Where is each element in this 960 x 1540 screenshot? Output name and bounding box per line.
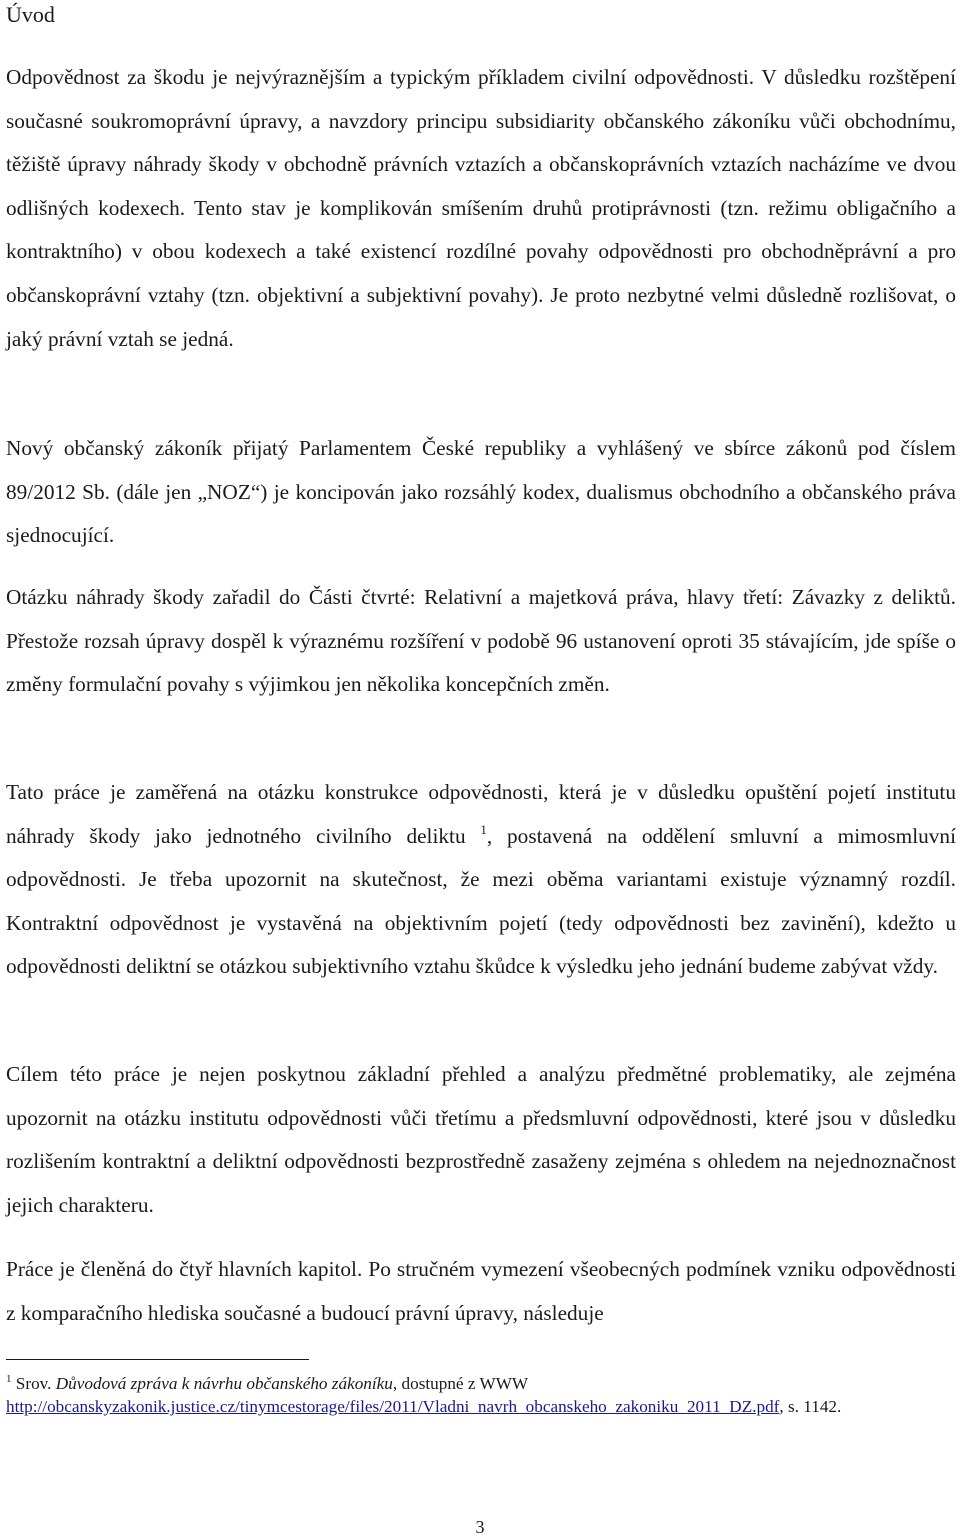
paragraph-6: Práce je členěná do čtyř hlavních kapitol. Po stručném vymezení všeobecných podmínek vzniku odpovědnosti z komparačního hlediska současné a budoucí právní úpravy, následuje [6, 1257, 956, 1325]
paragraph-5: Cílem této práce je nejen poskytnou základní přehled a analýzu předmětné problematiky, ale zejména upozornit na otázku institutu odpovědnosti vůči třetímu a předsmluvní odpovědnosti, které jsou v důsledku rozlišením kontraktní a deliktní odpovědnosti bezprostředně zasaženy zejména s ohledem na nejednoznačnost jejich charakteru. [6, 1062, 956, 1217]
paragraph-2: Nový občanský zákoník přijatý Parlamentem České republiky a vyhlášený ve sbírce zákonů pod číslem 89/2012 Sb. (dále jen „NOZ“) je koncipován jako rozsáhlý kodex, dualismus obchodního a občanského práva sjednocující. [6, 436, 956, 548]
footnote-source-title: Důvodová zpráva k návrhu občanského zákoníku [55, 1374, 393, 1393]
footnote-suffix: , s. 1142. [779, 1397, 842, 1416]
paragraph-4-text-end: , postavená na oddělení smluvní a mimosmluvní odpovědnosti. Je třeba upozornit na skutečnost, že mezi oběma variantami existuje významný rozdíl. Kontraktní odpovědnost je vystavěná na objektivním pojetí (tedy odpovědnosti bez zavinění), kdežto u odpovědnosti deliktní se otázkou subjektivního vztahu škůdce k výsledku jeho jednání budeme zabývat vždy. [6, 823, 956, 979]
footnote-reference[interactable]: 1 [480, 821, 487, 837]
document-page [6, 0, 956, 1540]
paragraph-4 [6, 771, 956, 989]
footnote-middle: , dostupné z WWW [392, 1374, 529, 1393]
footnote-number: 1 [6, 1373, 12, 1385]
paragraph-1: Odpovědnost za škodu je nejvýraznějším a typickým příkladem civilní odpovědnosti. V důsledku rozštěpení současné soukromoprávní úpravy, a navzdory principu subsidiarity občanského zákoníku vůči obchodnímu, těžiště úpravy náhrady škody v obchodně právních vztazích a občanskoprávních vztazích nacházíme ve dvou odlišných kodexech. Tento stav je komplikován smíšením druhů protiprávnosti (tzn. režimu obligačního a kontraktního) v obou kodexech a také existencí rozdílné povahy odpovědnosti pro obchodněprávní a pro občanskoprávní vztahy (tzn. objektivní a subjektivní povahy). Je proto nezbytné velmi důsledně rozlišovat, o jaký právní vztah se jedná. [6, 65, 956, 351]
footnote [6, 1372, 960, 1418]
footnote-link[interactable]: http://obcanskyzakonik.justice.cz/tinymcestorage/files/2011/Vladni_navrh_obcanskeho_zakoniku_2011_DZ.pdf [6, 1397, 780, 1416]
page-number: 3 [475, 1517, 485, 1537]
footnote-separator [6, 1359, 309, 1360]
paragraph-4-text-start: Tato práce je zaměřená na otázku konstrukce odpovědnosti, která je v důsledku opuštění pojetí institutu náhrady škody jako jednotného civilního deliktu [6, 780, 956, 848]
section-heading: Úvod [6, 2, 55, 27]
paragraph-3: Otázku náhrady škody zařadil do Části čtvrté: Relativní a majetková práva, hlavy třetí: Závazky z deliktů. Přestože rozsah úpravy dospěl k výraznému rozšíření v podobě 96 ustanovení oproti 35 stávajícím, jde spíše o změny formulační povahy s výjimkou jen několika koncepčních změn. [6, 585, 956, 697]
footnote-prefix: Srov. [11, 1374, 56, 1393]
